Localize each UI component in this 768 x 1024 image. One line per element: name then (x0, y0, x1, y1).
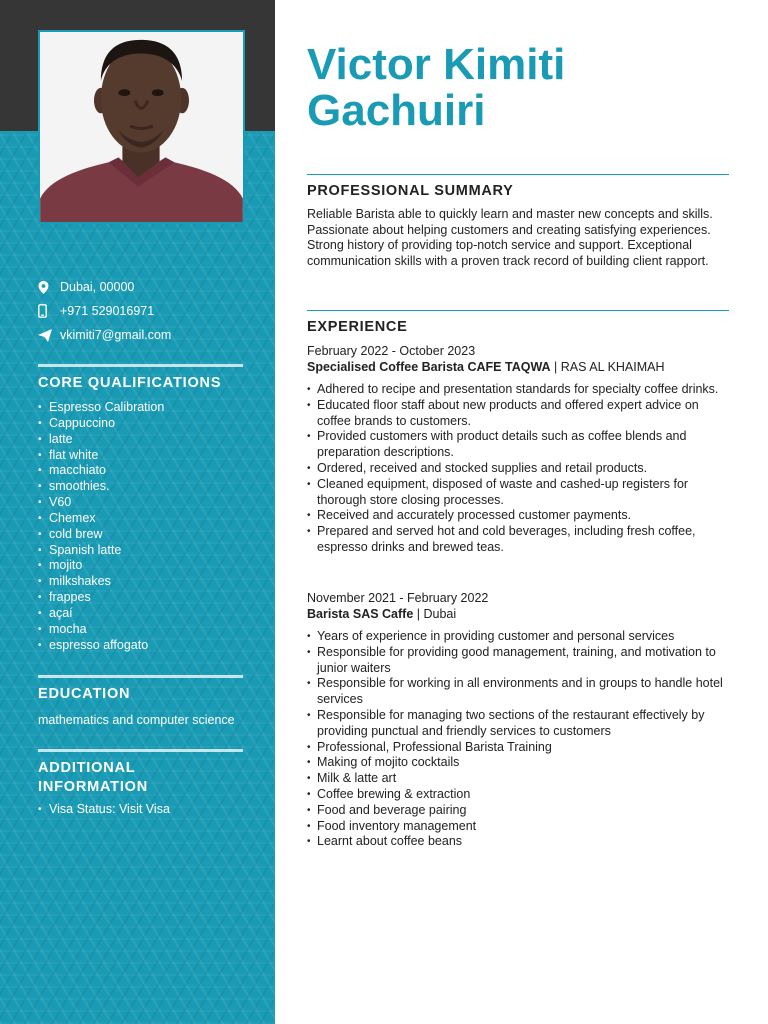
list-item: • Food and beverage pairing (307, 803, 729, 819)
list-item: • Received and accurately processed customer payments. (307, 508, 729, 524)
location-text: Dubai, 00000 (60, 280, 135, 294)
heading-line: INFORMATION (38, 779, 149, 795)
professional-summary-text: Reliable Barista able to quickly learn and master new concepts and skills. Passionate about helping customers and creating satisfying experiences. Strong history of providing top-notch service and support. Exceptional communication skills with a proven track record of building client rapport. (307, 207, 713, 269)
job-location: Dubai (423, 607, 457, 621)
list-item: • Responsible for managing two sections of the restaurant effectively by providing punctual and friendly services to customers (307, 708, 729, 740)
job-title: Specialised Coffee Barista CAFE TAQWA (307, 360, 551, 374)
experience-heading: EXPERIENCE (307, 319, 408, 335)
job-responsibilities (307, 629, 729, 850)
list-item: • cold brew (38, 527, 243, 543)
list-item: • espresso affogato (38, 638, 243, 654)
job-entry (307, 343, 729, 556)
list-item: • Cleaned equipment, disposed of waste and cashed-up registers for thorough store closing processes. (307, 477, 729, 509)
heading-line: ADDITIONAL (38, 760, 136, 776)
qualifications-list (38, 400, 243, 654)
job-title-line: Specialised Coffee Barista CAFE TAQWA | RAS AL KHAIMAH (307, 360, 665, 374)
email-text[interactable]: vkimiti7@gmail.com (60, 328, 172, 342)
list-item: • Chemex (38, 511, 243, 527)
additional-information-section (38, 749, 243, 818)
job-dates: February 2022 - October 2023 (307, 344, 476, 358)
paper-plane-icon (38, 329, 60, 342)
list-item: • V60 (38, 495, 243, 511)
phone-text[interactable]: +971 529016971 (60, 304, 155, 318)
core-qualifications-heading: CORE QUALIFICATIONS (38, 375, 222, 391)
list-item: • Coffee brewing & extraction (307, 787, 729, 803)
section-divider (38, 675, 243, 678)
list-item: • smoothies. (38, 479, 243, 495)
list-item: • Responsible for working in all environments and in groups to handle hotel services (307, 676, 729, 708)
list-item: • milkshakes (38, 574, 243, 590)
job-responsibilities (307, 382, 729, 556)
list-item: • macchiato (38, 463, 243, 479)
job-title-line: Barista SAS Caffe | Dubai (307, 607, 457, 621)
contact-phone (38, 299, 258, 323)
section-divider (307, 310, 729, 311)
list-item: • Spanish latte (38, 543, 243, 559)
list-item: • Prepared and served hot and cold beverages, including fresh coffee, espresso drinks and brewed teas. (307, 524, 729, 556)
list-item: • Visa Status: Visit Visa (38, 802, 243, 818)
location-pin-icon (38, 281, 60, 294)
section-divider (38, 749, 243, 752)
section-divider (307, 174, 729, 175)
additional-list (38, 802, 243, 818)
job-dates: November 2021 - February 2022 (307, 591, 489, 605)
list-item: • Provided customers with product details such as coffee blends and preparation descriptions. (307, 429, 729, 461)
list-item: • flat white (38, 448, 243, 464)
additional-information-heading (38, 759, 243, 797)
profile-photo (38, 30, 245, 224)
contact-location (38, 275, 258, 299)
list-item: • Learnt about coffee beans (307, 834, 729, 850)
job-entry (307, 590, 729, 850)
mobile-phone-icon (38, 304, 60, 318)
list-item: • Years of experience in providing customer and personal services (307, 629, 729, 645)
list-item: • Educated floor staff about new products and offered expert advice on coffee brands to customers. (307, 398, 729, 430)
list-item: • Espresso Calibration (38, 400, 243, 416)
list-item: • Milk & latte art (307, 771, 729, 787)
list-item: • Adhered to recipe and presentation standards for specialty coffee drinks. (307, 382, 729, 398)
list-item: • latte (38, 432, 243, 448)
job-title: Barista SAS Caffe (307, 607, 414, 621)
core-qualifications-section (38, 364, 243, 654)
education-section (38, 675, 243, 727)
list-item: • açaí (38, 606, 243, 622)
list-item: • mocha (38, 622, 243, 638)
list-item: • Food inventory management (307, 819, 729, 835)
section-divider (38, 364, 243, 367)
list-item: • Making of mojito cocktails (307, 755, 729, 771)
job-location: RAS AL KHAIMAH (560, 360, 665, 374)
list-item: • Responsible for providing good management, training, and motivation to junior waiters (307, 645, 729, 677)
list-item: • mojito (38, 558, 243, 574)
list-item: • Ordered, received and stocked supplies and retail products. (307, 461, 729, 477)
list-item: • Cappuccino (38, 416, 243, 432)
professional-summary-heading: PROFESSIONAL SUMMARY (307, 183, 514, 199)
list-item: • Professional, Professional Barista Training (307, 740, 729, 756)
contact-info (38, 275, 258, 347)
sidebar (0, 0, 275, 1024)
education-text: mathematics and computer science (38, 713, 235, 727)
list-item: • frappes (38, 590, 243, 606)
contact-email (38, 323, 258, 347)
education-heading: EDUCATION (38, 686, 131, 702)
candidate-name: Victor Kimiti Gachuiri (307, 40, 566, 135)
